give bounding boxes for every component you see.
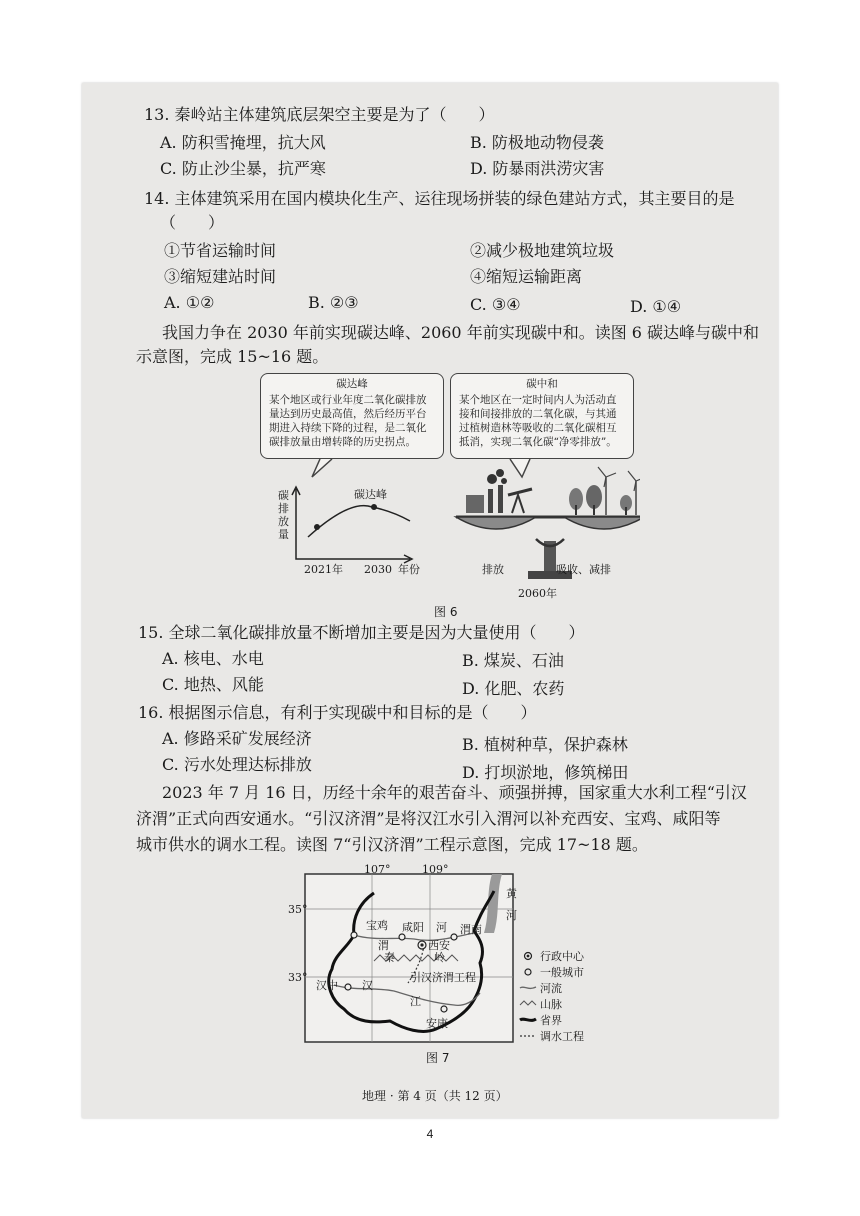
carbon-neutral-box-text: 某个地区在一定时间内人为活动直接和间接排放的二氧化碳，与其通过植树造林等吸收的二氧化碳相互抵消，实现二氧化碳“净零排放”。 — [459, 394, 617, 448]
q16-option-b: B. 植树种草，保护森林 — [462, 735, 628, 754]
map-label-project: 引汉济渭工程 — [410, 971, 476, 984]
intro-17-18-line1: 2023 年 7 月 16 日，历经十余年的艰苦奋斗、顽强拼搏，国家重大水利工程“引汉 — [162, 783, 747, 802]
legend-border: 省界 — [540, 1014, 562, 1027]
q14-statement-1: ①节省运输时间 — [164, 241, 277, 260]
map-lon-107: 107° — [364, 863, 391, 876]
q14-statement-4: ④缩短运输距离 — [470, 267, 583, 286]
left-pan — [456, 517, 536, 529]
legend-border-icon — [520, 1019, 536, 1020]
city-weinan — [451, 934, 457, 940]
ylabel-char-3: 放 — [278, 515, 289, 528]
q15-option-a: A. 核电、水电 — [162, 649, 264, 668]
q14-option-d: D. ①④ — [630, 297, 682, 316]
wind-turbine-icon — [598, 467, 640, 515]
q13-option-c: C. 防止沙尘暴，抗严寒 — [160, 159, 326, 178]
oil-pump-icon — [508, 489, 532, 513]
q14-option-c: C. ③④ — [470, 295, 521, 314]
intro-15-16-line1: 我国力争在 2030 年前实现碳达峰、2060 年前实现碳中和。读图 6 碳达峰与碳中和 — [162, 323, 760, 342]
q15-option-c: C. 地热、风能 — [162, 675, 264, 694]
city-hanzhong — [345, 984, 351, 990]
map-label-he-wei: 河 — [436, 921, 447, 934]
legend-admin-center: 行政中心 — [540, 950, 584, 963]
ylabel-char-4: 量 — [278, 528, 289, 541]
ylabel-char-2: 排 — [278, 502, 289, 515]
point-2021 — [314, 524, 320, 530]
map-label-weinan: 渭南 — [460, 923, 482, 936]
q16-option-c: C. 污水处理达标排放 — [162, 755, 312, 774]
q13-stem: 13. 秦岭站主体建筑底层架空主要是为了（ ） — [144, 105, 495, 124]
fig6-scale-right-label: 吸收、减排 — [556, 563, 611, 576]
carbon-neutral-box-title: 碳中和 — [526, 378, 558, 390]
legend-river-icon — [520, 987, 536, 988]
fig6-scale-year: 2060年 — [518, 587, 557, 600]
figure-7-caption: 图 7 — [426, 1051, 450, 1065]
city-ankang — [441, 1006, 447, 1012]
q16-option-d: D. 打坝淤地，修筑梯田 — [462, 763, 629, 782]
q16-stem: 16. 根据图示信息，有利于实现碳中和目标的是（ ） — [138, 703, 537, 722]
map-label-jiang: 江 — [410, 995, 421, 1008]
q16-option-a: A. 修路采矿发展经济 — [162, 729, 312, 748]
q13-option-d: D. 防暴雨洪涝灾害 — [470, 159, 605, 178]
fig6-x-tick-2021: 2021年 — [304, 563, 343, 576]
map-label-ankang: 安康 — [426, 1017, 448, 1030]
intro-17-18-line2: 济渭”正式向西安通水。“引汉济渭”是将汉江水引入渭河以补充西安、宝鸡、咸阳等 — [136, 809, 721, 828]
ylabel-char-1: 碳 — [278, 489, 289, 502]
factory-icon — [466, 469, 507, 513]
q13-option-a: A. 防积雪掩埋，抗大风 — [160, 133, 326, 152]
figure-6-caption: 图 6 — [434, 605, 458, 619]
q15-stem: 15. 全球二氧化碳排放量不断增加主要是因为大量使用（ ） — [138, 623, 585, 642]
legend-mountain-icon — [520, 1001, 536, 1005]
neutral-box-tail — [510, 459, 530, 477]
map-label-xian: 西安 — [428, 939, 450, 952]
q15-option-d: D. 化肥、农药 — [462, 679, 565, 698]
peak-box-tail — [312, 459, 332, 477]
page-number: 4 — [426, 1127, 434, 1141]
tree-icon — [569, 485, 632, 515]
fig6-scale-left-label: 排放 — [482, 563, 504, 576]
q14-option-b: B. ②③ — [308, 293, 359, 312]
map-label-wei: 渭 — [378, 939, 389, 952]
map-lat-33: 33° — [288, 971, 308, 984]
map-label-qin: 秦 — [384, 951, 395, 964]
q14-statement-3: ③缩短建站时间 — [164, 267, 277, 286]
carbon-peak-definition-box — [260, 373, 444, 459]
legend-diversion: 调水工程 — [540, 1030, 584, 1043]
map-lat-35: 35° — [288, 903, 308, 916]
carbon-peak-box-title: 碳达峰 — [336, 378, 368, 390]
peak-chart-axes — [296, 489, 410, 559]
fig6-x-tick-2030: 2030 — [364, 563, 392, 576]
exam-page — [82, 83, 778, 1118]
carbon-peak-box-text: 某个地区或行业年度二氧化碳排放量达到历史最高值，然后经历平台期进入持续下降的过程，是二氧化碳排放量由增转降的历史拐点。 — [269, 394, 427, 448]
map-label-xianyang: 咸阳 — [402, 921, 424, 934]
intro-17-18-line3: 城市供水的调水工程。读图 7“引汉济渭”工程示意图，完成 17~18 题。 — [136, 835, 648, 854]
city-xianyang — [399, 934, 405, 940]
map-label-ling: 岭 — [434, 951, 445, 964]
map-label-baoji: 宝鸡 — [366, 919, 388, 932]
q15-option-b: B. 煤炭、石油 — [462, 651, 564, 670]
q13-option-b: B. 防极地动物侵袭 — [470, 133, 604, 152]
q14-paren: （ ） — [160, 213, 225, 232]
q14-option-a: A. ①② — [164, 293, 215, 312]
fig6-curve-label: 碳达峰 — [354, 488, 387, 501]
legend-city: 一般城市 — [540, 966, 584, 979]
map-lon-109: 109° — [422, 863, 449, 876]
right-pan — [564, 517, 640, 529]
map-label-huang: 黄 — [506, 887, 517, 900]
map-label-hanzhong: 汉中 — [316, 979, 338, 992]
city-baoji — [351, 932, 357, 938]
map-label-han: 汉 — [362, 979, 373, 992]
legend-mountain: 山脉 — [540, 998, 562, 1011]
map-legend-symbols — [518, 949, 538, 1045]
figure-6-graphic — [260, 459, 640, 603]
point-2030-peak — [371, 504, 377, 510]
emission-curve — [308, 506, 410, 537]
fig6-x-unit: 年份 — [398, 563, 420, 576]
intro-15-16-line2: 示意图，完成 15~16 题。 — [136, 347, 329, 366]
fig6-ylabel — [278, 489, 289, 541]
page-footer: 地理 · 第 4 页（共 12 页） — [362, 1089, 508, 1103]
legend-river: 河流 — [540, 982, 562, 995]
q14-stem: 14. 主体建筑采用在国内模块化生产、运往现场拼装的绿色建站方式，其主要目的是 — [144, 189, 735, 208]
carbon-neutral-definition-box — [450, 373, 634, 459]
map-label-he-yellow: 河 — [506, 909, 517, 922]
legend-city-icon — [525, 969, 531, 975]
q14-statement-2: ②减少极地建筑垃圾 — [470, 241, 615, 260]
figure-7-map — [304, 873, 514, 1043]
